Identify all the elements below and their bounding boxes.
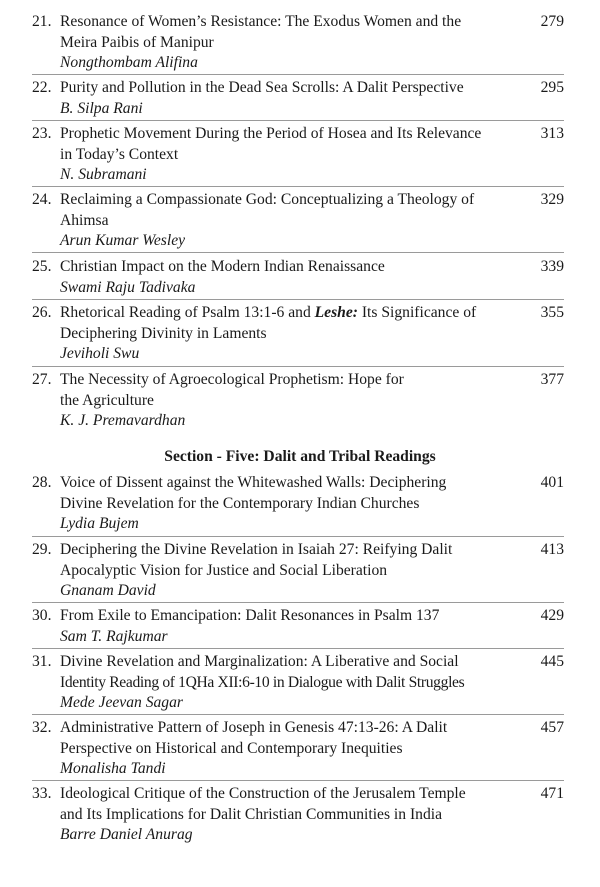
entry-title-line: Administrative Pattern of Joseph in Genesis 47:13-26: A Dalit: [60, 719, 448, 736]
entry-title: [60, 78, 530, 119]
entry-title-line: and Its Implications for Dalit Christian Communities in India: [60, 805, 442, 823]
entry-title: [60, 784, 530, 846]
entry-title-line: Ideological Critique of the Construction of the Jerusalem Temple: [60, 785, 466, 802]
divider: [32, 120, 564, 121]
entry-page-number: 339: [540, 258, 564, 275]
entry-author: K. J. Premavardhan: [60, 412, 186, 429]
entry-number: 31.: [32, 653, 52, 670]
divider: [32, 74, 564, 75]
entry-title: [60, 370, 530, 432]
entry-author: Arun Kumar Wesley: [60, 232, 186, 249]
entry-author: Nongthombam Alifina: [60, 54, 198, 71]
entry-title-line: the Agriculture: [60, 391, 154, 409]
entry-page-number: 401: [540, 474, 564, 491]
entry-title: [60, 124, 530, 186]
entry-author: B. Silpa Rani: [60, 99, 143, 117]
entry-page-number: 295: [540, 79, 564, 96]
entry-author: Jeviholi Swu: [60, 345, 140, 362]
entry-title: [60, 190, 530, 252]
entry-number: 27.: [32, 371, 52, 388]
entry-author: Mede Jeevan Sagar: [60, 694, 183, 711]
entry-title: [60, 473, 530, 535]
divider: [32, 252, 564, 253]
entry-page-number: 279: [540, 13, 564, 30]
section-heading: Section - Five: Dalit and Tribal Readings: [164, 448, 436, 465]
entry-number: 33.: [32, 785, 52, 802]
entry-page-number: 313: [540, 125, 564, 142]
divider: [32, 602, 564, 603]
entry-title: [60, 718, 530, 780]
divider: [32, 536, 564, 537]
entry-title-line: Divine Revelation and Marginalization: A Liberative and Social: [60, 653, 459, 670]
entry-author: Gnanam David: [60, 582, 156, 599]
entry-title-line: Resonance of Women’s Resistance: The Exodus Women and the: [60, 13, 462, 30]
entry-title-line: Deciphering the Divine Revelation in Isaiah 27: Reifying Dalit: [60, 541, 453, 558]
entry-title-line: Rhetorical Reading of Psalm 13:1-6 and Leshe: Its Significance of: [60, 304, 477, 321]
entry-page-number: 471: [540, 785, 564, 802]
entry-author: Barre Daniel Anurag: [60, 826, 193, 843]
entry-number: 28.: [32, 474, 52, 491]
divider: [32, 780, 564, 781]
entry-page-number: 445: [540, 653, 564, 670]
entry-title: [60, 652, 530, 714]
entry-title-line: Apocalyptic Vision for Justice and Social Liberation: [60, 561, 388, 579]
entry-title-line: Perspective on Historical and Contemporary Inequities: [60, 739, 403, 757]
divider: [32, 714, 564, 715]
entry-number: 32.: [32, 719, 52, 736]
entry-title-line: Ahimsa: [60, 211, 109, 229]
entry-title: [60, 540, 530, 602]
entry-title-line: From Exile to Emancipation: Dalit Resonances in Psalm 137: [60, 607, 440, 624]
entry-author: Monalisha Tandi: [60, 760, 166, 777]
divider: [32, 299, 564, 300]
entry-title-line: Divine Revelation for the Contemporary Indian Churches: [60, 494, 420, 512]
entry-title-line: Identity Reading of 1QHa XII:6-10 in Dialogue with Dalit Struggles: [60, 673, 465, 691]
entry-number: 25.: [32, 258, 52, 275]
entry-title-line: Purity and Pollution in the Dead Sea Scrolls: A Dalit Perspective: [60, 79, 464, 96]
entry-number: 23.: [32, 125, 52, 142]
entry-author: Swami Raju Tadivaka: [60, 278, 196, 296]
entry-title-line: Prophetic Movement During the Period of Hosea and Its Relevance: [60, 125, 482, 142]
entry-page-number: 429: [540, 607, 564, 624]
entry-number: 30.: [32, 607, 52, 624]
entry-title-line: Meira Paibis of Manipur: [60, 33, 214, 51]
entry-title-line: The Necessity of Agroecological Prophetism: Hope for: [60, 371, 404, 388]
entry-author: Sam T. Rajkumar: [60, 627, 168, 645]
entry-number: 21.: [32, 13, 52, 30]
entry-title: [60, 303, 530, 365]
entry-number: 29.: [32, 541, 52, 558]
entry-number: 24.: [32, 191, 52, 208]
entry-title: [60, 606, 530, 647]
entry-page-number: 457: [540, 719, 564, 736]
divider: [32, 366, 564, 367]
entry-title: [60, 12, 530, 74]
entry-author: N. Subramani: [60, 166, 147, 183]
entry-page-number: 355: [540, 304, 564, 321]
entry-number: 26.: [32, 304, 52, 321]
entry-number: 22.: [32, 79, 52, 96]
divider: [32, 648, 564, 649]
italic-term: Leshe:: [314, 304, 358, 321]
entry-author: Lydia Bujem: [60, 515, 139, 532]
entry-title: [60, 257, 530, 298]
entry-page-number: 329: [540, 191, 564, 208]
entry-page-number: 413: [540, 541, 564, 558]
divider: [32, 186, 564, 187]
entry-title-line: Reclaiming a Compassionate God: Conceptualizing a Theology of: [60, 191, 475, 208]
entry-title-line: Voice of Dissent against the Whitewashed Walls: Deciphering: [60, 474, 447, 491]
entry-page-number: 377: [540, 371, 564, 388]
entry-title-line: Deciphering Divinity in Laments: [60, 324, 267, 342]
entry-title-line: Christian Impact on the Modern Indian Renaissance: [60, 258, 385, 275]
entry-title-line: in Today’s Context: [60, 145, 179, 163]
